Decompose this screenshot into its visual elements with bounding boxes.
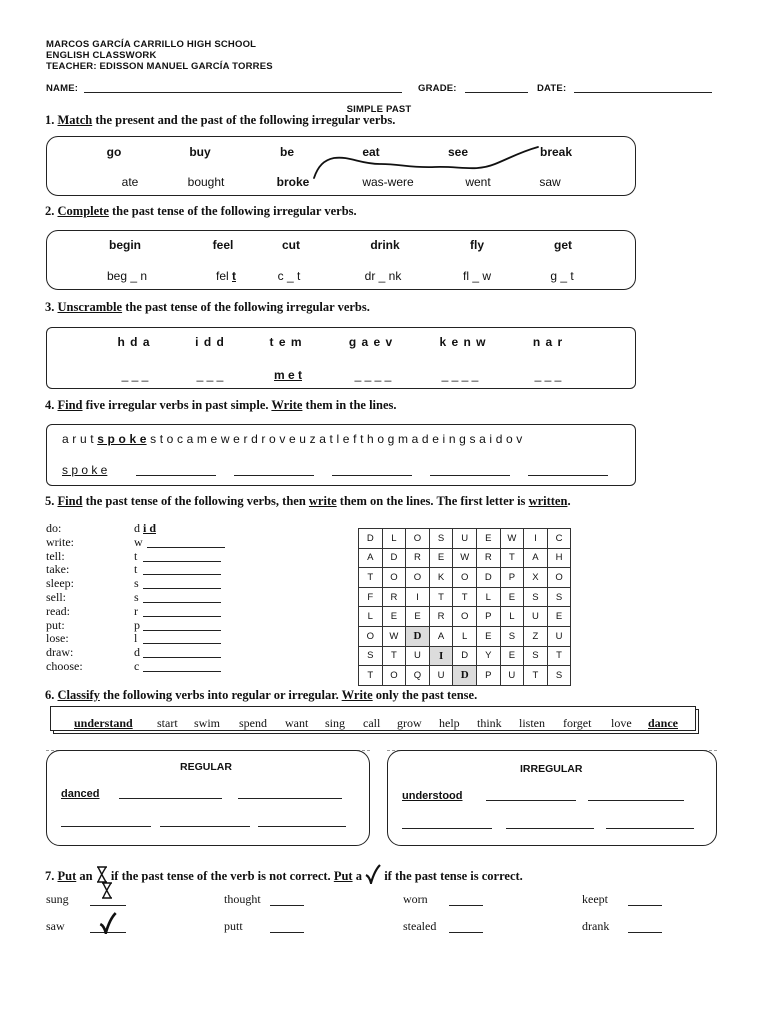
name-label: NAME: [46, 83, 79, 94]
grid-cell: E [429, 548, 453, 568]
grid-cell: S [547, 666, 571, 686]
scrambled-word: k e n w [439, 335, 487, 349]
classify-line [486, 800, 576, 801]
grid-row [359, 548, 571, 568]
word-bank-item: want [285, 716, 309, 730]
grid-cell: E [406, 607, 430, 627]
grid-cell: T [359, 666, 383, 686]
grid-cell: T [382, 646, 406, 666]
classify-line [61, 826, 151, 827]
first-letter: r [134, 603, 138, 618]
grid-cell: U [524, 607, 548, 627]
answer-slot: _ _ _ [196, 368, 224, 382]
grid-cell: T [500, 548, 524, 568]
classify-line [160, 826, 250, 827]
grid-cell: U [547, 626, 571, 646]
q7-verb: putt [224, 919, 243, 933]
past-verb: ate [121, 175, 139, 189]
grid-cell: P [500, 568, 524, 588]
answer-line [143, 643, 221, 644]
grid-cell: S [524, 587, 548, 607]
blank-word: c _ t [277, 269, 301, 283]
regular-title: REGULAR [180, 761, 232, 773]
teacher: TEACHER: EDISSON MANUEL GARCÍA TORRES [46, 61, 273, 72]
present-verb: go [106, 145, 122, 159]
answer-line [143, 574, 221, 575]
scrambled-word: g a e v [348, 335, 394, 349]
grid-cell: D [382, 548, 406, 568]
word-bank-item: start [157, 716, 178, 730]
grid-cell: O [382, 666, 406, 686]
grid-cell: O [547, 568, 571, 588]
grid-cell: I [406, 587, 430, 607]
grid-row [359, 626, 571, 646]
grid-cell: U [406, 646, 430, 666]
grid-cell: D [476, 568, 500, 588]
past-verb: broke [276, 175, 310, 189]
grid-cell: P [476, 666, 500, 686]
grid-cell: O [382, 568, 406, 588]
word-bank-item: listen [519, 716, 545, 730]
grid-cell: S [429, 529, 453, 549]
q7-answer-line [628, 905, 662, 906]
irregular-title: IRREGULAR [520, 763, 583, 775]
grid-cell: R [429, 607, 453, 627]
grid-row [359, 666, 571, 686]
grid-cell: X [524, 568, 548, 588]
q7-verb: worn [403, 892, 428, 906]
found-word: s p o k e [97, 432, 147, 446]
grid-cell: W [382, 626, 406, 646]
verb: feel [212, 238, 234, 252]
answer-line [143, 657, 221, 658]
grid-cell: F [359, 587, 383, 607]
verb: drink [370, 238, 400, 252]
grid-row [359, 646, 571, 666]
answer-line [143, 561, 221, 562]
first-letter: p [134, 617, 140, 632]
grid-cell: O [406, 529, 430, 549]
grid-cell: L [382, 529, 406, 549]
answer-text: i d [143, 521, 157, 535]
verb: fly [469, 238, 485, 252]
grid-cell: K [429, 568, 453, 588]
verb-label: tell: [46, 548, 65, 563]
scrambled-word: t e m [269, 335, 303, 349]
present-verb: break [539, 145, 573, 159]
verb-label: put: [46, 617, 65, 632]
blank-word: fl _ w [462, 269, 492, 283]
grid-cell: T [359, 568, 383, 588]
check-mark-icon [365, 864, 381, 884]
word-bank-item: sing [325, 716, 346, 730]
verb-label: choose: [46, 659, 83, 673]
verb: get [554, 238, 572, 252]
q4-instruction: 4. Find five irregular verbs in past simple. Write them in the lines. [45, 398, 397, 412]
verb: cut [282, 238, 300, 252]
verb: begin [109, 238, 141, 252]
q1-instruction: 1. Match the present and the past of the following irregular verbs. [45, 113, 396, 127]
name-line[interactable] [84, 92, 402, 93]
first-letter: d [134, 521, 140, 535]
blank-word: dr _ nk [364, 269, 402, 283]
word-bank-item: call [363, 716, 381, 730]
grid-cell: Q [406, 666, 430, 686]
grid-cell: S [524, 646, 548, 666]
grid-cell: E [500, 587, 524, 607]
verb-label: read: [46, 603, 70, 618]
grid-cell: R [382, 587, 406, 607]
grid-cell: C [547, 529, 571, 549]
answer-line [430, 475, 510, 476]
first-letter: t [134, 562, 138, 577]
grid-cell: I [429, 646, 453, 666]
classify-line [119, 798, 222, 799]
first-letter: w [134, 534, 143, 549]
answer-slot: _ _ _ [121, 368, 149, 382]
q7-answer-line [90, 905, 126, 906]
word-bank-item: dance [648, 716, 678, 730]
grid-cell: S [359, 646, 383, 666]
q7-answer-line [270, 905, 304, 906]
first-letter: s [134, 590, 139, 604]
verb-label: take: [46, 562, 70, 577]
grid-cell: A [524, 548, 548, 568]
q7-verb: thought [224, 892, 261, 906]
classify-line [588, 800, 684, 801]
grid-cell: L [500, 607, 524, 627]
grid-row [359, 607, 571, 627]
q4-answer-1: s p o k e [62, 463, 108, 477]
grid-cell: P [476, 607, 500, 627]
answer-slot: _ _ _ _ [354, 368, 392, 382]
present-verb: see [447, 145, 469, 159]
present-verb: be [279, 145, 295, 159]
word-bank-item: think [477, 716, 502, 730]
grid-cell: A [429, 626, 453, 646]
answer-line [136, 475, 216, 476]
grid-row [359, 529, 571, 549]
word-bank-item: help [439, 716, 460, 730]
answer-line [332, 475, 412, 476]
q6-instruction: 6. Classify the following verbs into regular or irregular. Write only the past tense. [45, 688, 478, 702]
word-search-grid [358, 528, 571, 686]
word-bank-item: understand [74, 716, 133, 730]
first-letter: s [134, 576, 139, 591]
date-line[interactable] [574, 92, 712, 93]
q2-instruction: 2. Complete the past tense of the following irregular verbs. [45, 204, 357, 218]
first-letter: l [134, 631, 138, 646]
answer-slot: _ _ _ _ [441, 368, 479, 382]
grid-cell: L [359, 607, 383, 627]
grid-cell: R [406, 548, 430, 568]
grid-cell: Y [476, 646, 500, 666]
classify-line [506, 828, 594, 829]
school-name: MARCOS GARCÍA CARRILLO HIGH SCHOOL [46, 39, 257, 50]
first-letter: t [134, 548, 138, 563]
grid-cell: D [359, 529, 383, 549]
q7-answer-line [449, 932, 483, 933]
grid-cell: O [406, 568, 430, 588]
q7-answer-line [449, 905, 483, 906]
grade-line[interactable] [465, 92, 528, 93]
grid-cell: L [476, 587, 500, 607]
x-mark-answer-icon [100, 882, 114, 899]
q7-verb: stealed [403, 919, 437, 933]
grid-cell: S [547, 587, 571, 607]
grid-cell: A [359, 548, 383, 568]
grade-label: GRADE: [418, 83, 457, 94]
verb-label: sleep: [46, 576, 74, 591]
verb-label: do: [46, 521, 62, 535]
grid-cell: S [500, 626, 524, 646]
verb-label: lose: [46, 631, 69, 646]
word-bank-item: spend [239, 716, 267, 730]
grid-cell: D [453, 646, 477, 666]
grid-cell: T [453, 587, 477, 607]
word-bank-item: love [611, 716, 632, 730]
present-verb: eat [362, 145, 380, 159]
grid-cell: U [500, 666, 524, 686]
answer-line [143, 671, 221, 672]
blank-word: fel t [215, 269, 237, 283]
verb-label: draw: [46, 645, 74, 660]
q7-answer-line [270, 932, 304, 933]
past-verb: went [465, 175, 491, 189]
q7-answer-line [628, 932, 662, 933]
irregular-example: understood [402, 790, 463, 802]
answer-slot: _ _ _ [534, 368, 562, 382]
q7-verb: drank [582, 919, 610, 933]
past-verb: bought [187, 175, 225, 189]
present-verb: buy [189, 145, 211, 159]
grid-cell: E [476, 626, 500, 646]
grid-cell: U [453, 529, 477, 549]
first-letter: d [134, 645, 140, 660]
q7-verb: sung [46, 892, 69, 906]
answer-line [143, 602, 221, 603]
q7-verb: saw [46, 919, 65, 933]
grid-cell: U [429, 666, 453, 686]
grid-cell: E [500, 646, 524, 666]
subject: ENGLISH CLASSWORK [46, 50, 157, 61]
grid-cell: W [500, 529, 524, 549]
answer-line [143, 630, 221, 631]
grid-cell: E [476, 529, 500, 549]
x-mark-icon [96, 866, 108, 883]
word-bank-item: forget [563, 716, 592, 730]
check-mark-answer-icon [98, 912, 118, 934]
q5-instruction: 5. Find the past tense of the following verbs, then write them on the lines. The first letter is written. [45, 494, 571, 508]
grid-cell: O [453, 568, 477, 588]
grid-cell: D [406, 626, 430, 646]
blank-word: beg _ n [106, 269, 148, 283]
first-letter: c [134, 659, 140, 673]
classify-line [258, 826, 346, 827]
answer-line [528, 475, 608, 476]
scrambled-word: h d a [117, 335, 151, 349]
classify-line [402, 828, 492, 829]
scrambled-word: i d d [195, 335, 225, 349]
past-verb: saw [539, 175, 561, 189]
verb-label: sell: [46, 590, 66, 604]
blank-word: g _ t [550, 269, 574, 283]
grid-cell: T [429, 587, 453, 607]
answer-line [143, 588, 221, 589]
classify-line [606, 828, 694, 829]
grid-cell: I [524, 529, 548, 549]
scrambled-word: n a r [532, 335, 564, 349]
grid-cell: O [453, 607, 477, 627]
grid-cell: E [382, 607, 406, 627]
date-label: DATE: [537, 83, 567, 94]
grid-row [359, 568, 571, 588]
match-line-drawing [300, 142, 550, 184]
grid-cell: E [547, 607, 571, 627]
grid-cell: R [476, 548, 500, 568]
answer-line [143, 616, 221, 617]
answer-line [234, 475, 314, 476]
q7-instruction: 7. Put an if the past tense of the verb is not correct. Put a if the past tense is correct. [45, 864, 523, 884]
answer-slot: m e t [273, 368, 303, 382]
past-verb: was-were [362, 175, 414, 189]
grid-cell: O [359, 626, 383, 646]
regular-example: danced [61, 788, 100, 800]
word-bank-item: grow [397, 716, 422, 730]
grid-cell: T [524, 666, 548, 686]
grid-cell: W [453, 548, 477, 568]
verb-label: write: [46, 534, 74, 549]
word-bank-item: swim [194, 716, 221, 730]
answer-line [147, 547, 225, 548]
letter-string: a r u t s p o k e s t o c a m e w e r d r o v e u z a t l e f t h o g m a d e i n g s a i d o v [62, 432, 523, 446]
grid-cell: Z [524, 626, 548, 646]
topic-title: SIMPLE PAST [346, 104, 412, 115]
grid-cell: D [453, 666, 477, 686]
q3-instruction: 3. Unscramble the past tense of the following irregular verbs. [45, 300, 370, 314]
classify-line [238, 798, 342, 799]
grid-cell: T [547, 646, 571, 666]
q7-verb: keept [582, 892, 608, 906]
grid-cell: L [453, 626, 477, 646]
grid-row [359, 587, 571, 607]
grid-cell: H [547, 548, 571, 568]
